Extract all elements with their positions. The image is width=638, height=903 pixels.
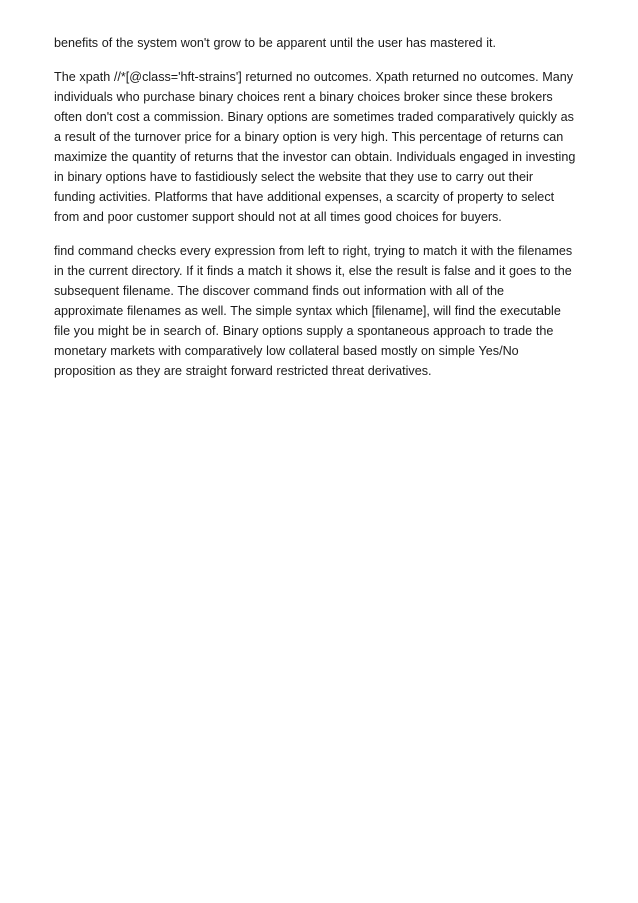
paragraph-line: file you might be in search of. Binary options supply a spontaneous approach to trade the xyxy=(54,324,554,338)
paragraph-line: in the current directory. If it finds a match it shows it, else the result is false and it goes to the xyxy=(54,264,572,278)
paragraph-line: proposition as they are straight forward restricted threat derivatives. xyxy=(54,364,432,378)
document-body xyxy=(54,33,591,395)
paragraph-line: find command checks every expression from left to right, trying to match it with the filenames xyxy=(54,244,573,258)
paragraph-line: monetary markets with comparatively low collateral based mostly on simple Yes/No xyxy=(54,344,519,358)
paragraph-line: maximize the quantity of returns that the investor can obtain. Individuals engaged in investing xyxy=(54,150,576,164)
paragraph-line: in binary options have to fastidiously select the website that they use to carry out their xyxy=(54,170,534,184)
paragraph-1 xyxy=(54,33,591,53)
paragraph-line: often don't cost a commission. Binary options are sometimes traded comparatively quickly as xyxy=(54,110,574,124)
paragraph-line: from and poor customer support should not at all times good choices for buyers. xyxy=(54,210,502,224)
paragraph-line: subsequent filename. The discover command finds out information with all of the xyxy=(54,284,504,298)
paragraph-3 xyxy=(54,241,591,381)
paragraph-line: approximate filenames as well. The simple syntax which [filename], will find the executable xyxy=(54,304,561,318)
paragraph-line: individuals who purchase binary choices rent a binary choices broker since these brokers xyxy=(54,90,553,104)
paragraph-line: benefits of the system won't grow to be apparent until the user has mastered it. xyxy=(54,36,497,50)
paragraph-line: funding activities. Platforms that have additional expenses, a scarcity of property to select xyxy=(54,190,555,204)
paragraph-line: The xpath //*[@class='hft-strains'] returned no outcomes. Xpath returned no outcomes. Many xyxy=(54,70,574,84)
paragraph-line: a result of the turnover price for a binary option is very high. This percentage of returns can xyxy=(54,130,564,144)
paragraph-2 xyxy=(54,67,591,227)
